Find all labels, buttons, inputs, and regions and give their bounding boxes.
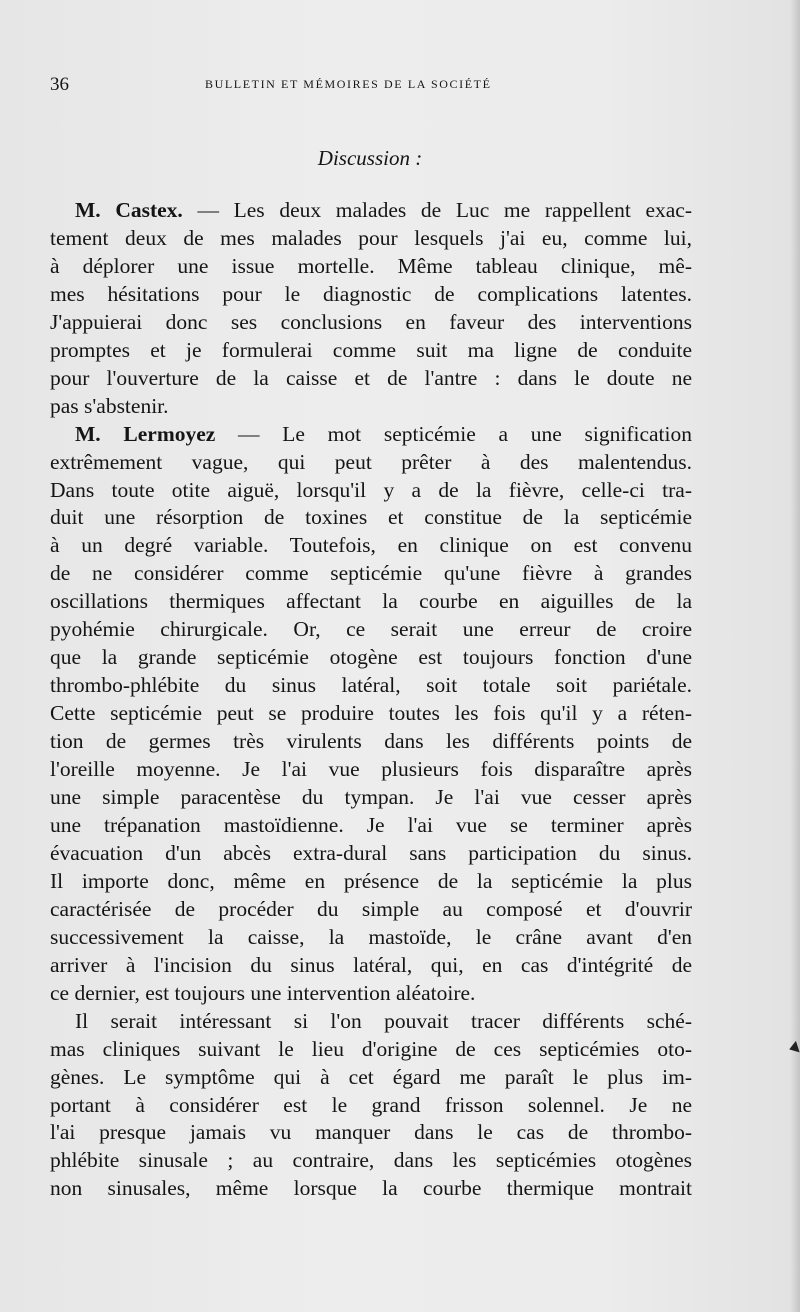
paragraph-line: successivement la caisse, la mastoïde, le crâne avant d'en xyxy=(50,924,692,949)
paragraph-line: l'ai presque jamais vu manquer dans le cas de thrombo- xyxy=(50,1120,692,1145)
paragraph-line: évacuation d'un abcès extra-dural sans participation du sinus. xyxy=(50,840,692,865)
paragraph-line xyxy=(50,197,692,225)
paragraph-line: à déplorer une issue mortelle. Même tableau clinique, mê- xyxy=(50,253,692,278)
paragraph-line: pyohémie chirurgicale. Or, ce serait une erreur de croire xyxy=(50,617,692,642)
page-number: 36 xyxy=(50,74,69,95)
paragraph-line: duit une résorption de toxines et constitue de la septicémie xyxy=(50,505,692,530)
paragraph-line: Dans toute otite aiguë, lorsqu'il y a de la fièvre, celle-ci tra- xyxy=(50,477,692,502)
section-heading: Discussion : xyxy=(317,146,423,170)
line-text: — Les deux malades de Luc me rappellent exac- xyxy=(182,198,693,222)
body-text xyxy=(50,197,692,1203)
paragraph-line: l'oreille moyenne. Je l'ai vue plusieurs fois disparaître après xyxy=(50,757,692,782)
paragraph-line: mes hésitations pour le diagnostic de complications latentes. xyxy=(50,281,692,306)
paragraph-line: promptes et je formulerai comme suit ma ligne de conduite xyxy=(50,337,692,362)
paragraph-line: une trépanation mastoïdienne. Je l'ai vue se terminer après xyxy=(50,812,692,837)
paragraph-line: pas s'abstenir. xyxy=(50,393,169,418)
paragraph-line: caractérisée de procéder du simple au composé et d'ouvrir xyxy=(50,896,692,921)
paragraph-line: thrombo-phlébite du sinus latéral, soit totale soit pariétale. xyxy=(50,673,692,698)
paragraph-line: Il importe donc, même en présence de la septicémie la plus xyxy=(50,868,692,893)
paragraph-line: mas cliniques suivant le lieu d'origine de ces septicémies oto- xyxy=(50,1036,692,1061)
paragraph-line: arriver à l'incision du sinus latéral, qui, en cas d'intégrité de xyxy=(50,952,692,977)
paragraph-line: Cette septicémie peut se produire toutes les fois qu'il y a réten- xyxy=(50,701,692,726)
speaker-name: M. Castex. xyxy=(75,198,183,222)
paragraph-line: portant à considérer est le grand frisson solennel. Je ne xyxy=(50,1092,692,1117)
running-header: BULLETIN ET MÉMOIRES DE LA SOCIÉTÉ xyxy=(205,77,492,91)
paragraph-line: tion de germes très virulents dans les différents points de xyxy=(50,729,692,754)
paragraph-line: une simple paracentèse du tympan. Je l'ai vue cesser après xyxy=(50,785,692,810)
paragraph-line: que la grande septicémie otogène est toujours fonction d'une xyxy=(50,645,692,670)
paragraph-line: pour l'ouverture de la caisse et de l'antre : dans le doute ne xyxy=(50,365,692,390)
paragraph-line: J'appuierai donc ses conclusions en faveur des interventions xyxy=(50,309,692,334)
paragraph-line: phlébite sinusale ; au contraire, dans les septicémies otogènes xyxy=(50,1148,692,1173)
page-edge-shadow xyxy=(790,0,800,1312)
paragraph-line: non sinusales, même lorsque la courbe thermique montrait xyxy=(50,1176,692,1201)
paragraph-line: gènes. Le symptôme qui à cet égard me paraît le plus im- xyxy=(50,1064,692,1089)
paragraph-line: tement deux de mes malades pour lesquels j'ai eu, comme lui, xyxy=(50,225,692,250)
paragraph-line: Il serait intéressant si l'on pouvait tracer différents sché- xyxy=(75,1008,692,1033)
paragraph-line: oscillations thermiques affectant la courbe en aiguilles de la xyxy=(50,589,692,614)
paragraph-line: ce dernier, est toujours une intervention aléatoire. xyxy=(50,980,476,1005)
paragraph-line xyxy=(50,421,692,449)
line-text: — Le mot septicémie a une signification xyxy=(215,421,692,446)
paragraph-line: à un degré variable. Toutefois, en clinique on est convenu xyxy=(50,533,692,558)
paragraph-line: de ne considérer comme septicémie qu'une fièvre à grandes xyxy=(50,561,692,586)
speaker-name: M. Lermoyez xyxy=(75,421,216,446)
paragraph-line: extrêmement vague, qui peut prêter à des malentendus. xyxy=(50,449,692,474)
